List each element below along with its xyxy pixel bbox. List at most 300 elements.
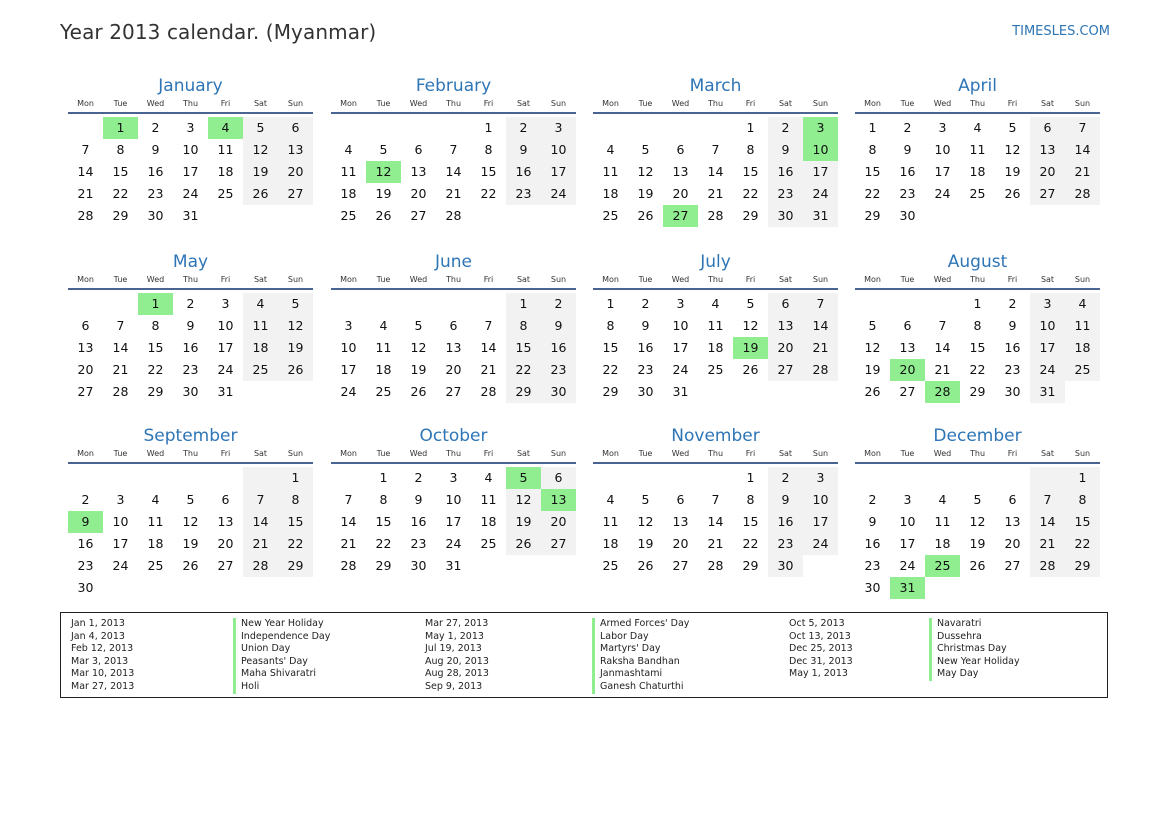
day-cell: 21 (480, 362, 497, 377)
day-cell: 18 (934, 536, 951, 551)
day-cell: 20 (1004, 536, 1021, 551)
day-cell: 12 (969, 514, 986, 529)
day-cell: 5 (243, 117, 278, 139)
weekday-header (593, 273, 838, 290)
day-cell: 3 (449, 470, 458, 485)
day-cell: 23 (637, 362, 654, 377)
day-cell: 27 (217, 558, 234, 573)
day-cell: 19 (410, 362, 427, 377)
day-cell: 24 (541, 183, 576, 205)
weekday-label: Sat (516, 275, 531, 284)
day-cell: 6 (1030, 117, 1065, 139)
day-cell: 7 (938, 318, 947, 333)
day-cell: 25 (707, 362, 724, 377)
holiday-day-cell: 4 (208, 117, 243, 139)
day-cell: 27 (1004, 558, 1021, 573)
day-cell: 18 (707, 340, 724, 355)
weekday-label: Fri (745, 449, 756, 458)
weekday-label: Sat (1040, 449, 1055, 458)
day-cell: 13 (899, 340, 916, 355)
day-cell: 16 (768, 161, 803, 183)
day-cell: 7 (243, 489, 278, 511)
legend-date: Feb 12, 2013 (71, 643, 134, 655)
weekday-header (331, 273, 576, 290)
weekday-label: Fri (483, 449, 494, 458)
legend-date: Jan 4, 2013 (71, 630, 125, 642)
day-cell: 18 (969, 164, 986, 179)
weekday-label: Sat (778, 99, 793, 108)
day-cell: 31 (182, 208, 199, 223)
day-cell: 10 (541, 139, 576, 161)
day-cell: 12 (1004, 142, 1021, 157)
month-name: July (700, 252, 731, 272)
day-cell: 26 (243, 183, 278, 205)
day-cell: 24 (934, 186, 951, 201)
weekday-label: Sun (1074, 275, 1091, 284)
weekday-label: Sat (1040, 275, 1055, 284)
day-cell: 3 (186, 120, 195, 135)
day-cell: 7 (116, 318, 125, 333)
empty-day-cell (436, 293, 471, 315)
weekday-label: Tue (638, 449, 653, 458)
empty-day-cell (925, 293, 960, 315)
day-cell: 26 (1004, 186, 1021, 201)
weekday-label: Wed (409, 275, 428, 284)
day-cell: 6 (676, 492, 685, 507)
weekday-label: Thu (707, 99, 724, 108)
weekday-label: Sat (253, 99, 268, 108)
day-cell: 28 (77, 208, 94, 223)
day-cell: 12 (742, 318, 759, 333)
weekday-label: Mon (864, 99, 881, 108)
day-cell: 6 (278, 117, 313, 139)
legend-holiday-name: Independence Day (233, 631, 425, 644)
month-name: April (958, 76, 997, 96)
holiday-day-cell: 3 (803, 117, 838, 139)
day-cell: 13 (1004, 514, 1021, 529)
day-cell: 19 (182, 536, 199, 551)
holiday-day-cell: 12 (366, 161, 401, 183)
day-grid (855, 293, 1100, 403)
day-cell: 2 (641, 296, 650, 311)
day-cell: 22 (742, 186, 759, 201)
day-cell: 25 (1065, 359, 1100, 381)
legend-holiday-name: Navaratri (929, 618, 1079, 631)
empty-day-cell (663, 117, 698, 139)
weekday-label: Mon (340, 275, 357, 284)
day-cell: 3 (1030, 293, 1065, 315)
empty-day-cell (925, 467, 960, 489)
weekday-label: Fri (1007, 275, 1018, 284)
month-name: February (415, 76, 492, 96)
weekday-label: Wed (933, 449, 952, 458)
day-cell: 1 (484, 120, 493, 135)
day-cell: 24 (672, 362, 689, 377)
day-cell: 14 (1065, 139, 1100, 161)
day-cell: 8 (868, 142, 877, 157)
empty-day-cell (995, 467, 1030, 489)
legend-dates (789, 618, 929, 697)
day-cell: 11 (147, 514, 164, 529)
day-cell: 10 (340, 340, 357, 355)
day-cell: 18 (602, 186, 619, 201)
empty-day-cell (103, 467, 138, 489)
day-cell: 17 (934, 164, 951, 179)
day-cell: 4 (938, 492, 947, 507)
day-cell: 26 (637, 558, 654, 573)
day-cell: 30 (147, 208, 164, 223)
day-cell: 8 (746, 492, 755, 507)
empty-day-cell (1030, 467, 1065, 489)
day-grid (68, 293, 313, 403)
holiday-day-cell: 25 (925, 555, 960, 577)
day-cell: 16 (410, 514, 427, 529)
legend-date: Oct 13, 2013 (789, 630, 851, 642)
day-cell: 10 (1030, 315, 1065, 337)
day-cell: 21 (445, 186, 462, 201)
empty-day-cell (366, 117, 401, 139)
day-cell: 16 (147, 164, 164, 179)
weekday-label: Wed (146, 99, 165, 108)
day-cell: 2 (186, 296, 195, 311)
day-cell: 7 (1030, 489, 1065, 511)
day-cell: 16 (1004, 340, 1021, 355)
day-cell: 1 (278, 467, 313, 489)
day-cell: 31 (1030, 381, 1065, 403)
day-cell: 9 (768, 139, 803, 161)
legend-holiday-name: Ganesh Chaturthi (592, 681, 789, 694)
day-cell: 28 (340, 558, 357, 573)
legend-date: Oct 5, 2013 (789, 618, 845, 629)
day-cell: 5 (414, 318, 423, 333)
day-cell: 26 (278, 359, 313, 381)
legend-holiday-name: New Year Holiday (929, 656, 1079, 669)
day-cell: 27 (445, 384, 462, 399)
day-cell: 2 (414, 470, 423, 485)
day-cell: 11 (602, 514, 619, 529)
day-cell: 3 (903, 492, 912, 507)
day-grid (593, 293, 838, 403)
day-cell: 17 (182, 164, 199, 179)
empty-day-cell (960, 467, 995, 489)
day-cell: 29 (506, 381, 541, 403)
weekday-label: Tue (900, 275, 915, 284)
day-cell: 23 (506, 183, 541, 205)
day-cell: 5 (186, 492, 195, 507)
legend-date: Sep 9, 2013 (425, 680, 483, 692)
day-cell: 12 (506, 489, 541, 511)
weekday-label: Mon (340, 449, 357, 458)
day-cell: 12 (410, 340, 427, 355)
weekday-header (855, 273, 1100, 290)
day-cell: 11 (480, 492, 497, 507)
weekday-label: Sun (550, 449, 567, 458)
day-cell: 5 (641, 142, 650, 157)
day-cell: 23 (768, 533, 803, 555)
day-cell: 20 (445, 362, 462, 377)
day-cell: 9 (868, 514, 877, 529)
day-cell: 8 (746, 142, 755, 157)
day-cell: 17 (340, 362, 357, 377)
day-cell: 16 (864, 536, 881, 551)
legend-date: Mar 27, 2013 (425, 618, 489, 629)
weekday-label: Mon (864, 275, 881, 284)
day-cell: 9 (506, 139, 541, 161)
day-cell: 28 (707, 208, 724, 223)
day-cell: 20 (672, 536, 689, 551)
day-cell: 1 (973, 296, 982, 311)
day-cell: 30 (864, 580, 881, 595)
empty-day-cell (855, 293, 890, 315)
day-cell: 27 (541, 533, 576, 555)
day-cell: 14 (803, 315, 838, 337)
day-cell: 21 (77, 186, 94, 201)
day-cell: 9 (151, 142, 160, 157)
day-cell: 15 (278, 511, 313, 533)
day-cell: 3 (221, 296, 230, 311)
day-cell: 21 (1030, 533, 1065, 555)
day-grid (68, 117, 313, 227)
legend-holiday-name: Janmashtami (592, 668, 789, 681)
day-cell: 11 (375, 340, 392, 355)
day-cell: 31 (445, 558, 462, 573)
day-cell: 4 (711, 296, 720, 311)
day-cell: 25 (602, 208, 619, 223)
weekday-label: Mon (602, 99, 619, 108)
day-grid (331, 117, 576, 227)
month-october (331, 425, 576, 577)
day-cell: 3 (116, 492, 125, 507)
day-cell: 26 (637, 208, 654, 223)
day-cell: 25 (340, 208, 357, 223)
day-cell: 27 (672, 558, 689, 573)
month-june (331, 251, 576, 403)
day-cell: 2 (768, 117, 803, 139)
day-cell: 5 (973, 492, 982, 507)
weekday-label: Sat (778, 449, 793, 458)
day-cell: 5 (641, 492, 650, 507)
empty-day-cell (173, 467, 208, 489)
day-cell: 10 (672, 318, 689, 333)
day-cell: 23 (899, 186, 916, 201)
day-cell: 20 (217, 536, 234, 551)
month-september (68, 425, 313, 599)
site-link[interactable]: TIMESLES.COM (1012, 24, 1110, 39)
day-cell: 26 (410, 384, 427, 399)
day-cell: 22 (375, 536, 392, 551)
weekday-label: Thu (707, 275, 724, 284)
weekday-label: Fri (483, 275, 494, 284)
legend-holiday-name: Maha Shivaratri (233, 668, 425, 681)
day-cell: 18 (243, 337, 278, 359)
empty-day-cell (103, 293, 138, 315)
weekday-label: Wed (671, 99, 690, 108)
day-cell: 2 (541, 293, 576, 315)
weekday-label: Mon (77, 449, 94, 458)
day-cell: 2 (151, 120, 160, 135)
day-cell: 10 (803, 489, 838, 511)
day-cell: 10 (182, 142, 199, 157)
holiday-day-cell: 19 (733, 337, 768, 359)
empty-day-cell (68, 467, 103, 489)
day-grid (331, 293, 576, 403)
day-cell: 18 (602, 536, 619, 551)
day-cell: 6 (676, 142, 685, 157)
day-cell: 6 (414, 142, 423, 157)
day-cell: 2 (506, 117, 541, 139)
weekday-header (68, 447, 313, 464)
day-cell: 29 (147, 384, 164, 399)
day-cell: 24 (112, 558, 129, 573)
holiday-day-cell: 5 (506, 467, 541, 489)
weekday-label: Thu (969, 449, 986, 458)
day-cell: 29 (864, 208, 881, 223)
day-cell: 17 (899, 536, 916, 551)
legend-date: May 1, 2013 (789, 668, 848, 680)
day-cell: 18 (480, 514, 497, 529)
day-cell: 24 (340, 384, 357, 399)
holiday-day-cell: 31 (890, 577, 925, 599)
day-cell: 18 (1065, 337, 1100, 359)
legend-holiday-name: Martyrs' Day (592, 643, 789, 656)
empty-day-cell (401, 117, 436, 139)
day-cell: 14 (340, 514, 357, 529)
day-cell: 10 (899, 514, 916, 529)
day-cell: 20 (278, 161, 313, 183)
weekday-label: Wed (933, 275, 952, 284)
empty-day-cell (243, 467, 278, 489)
day-cell: 6 (81, 318, 90, 333)
weekday-header (68, 97, 313, 114)
day-cell: 13 (410, 164, 427, 179)
day-cell: 8 (506, 315, 541, 337)
day-cell: 3 (803, 467, 838, 489)
weekday-label: Mon (77, 99, 94, 108)
day-cell: 13 (77, 340, 94, 355)
legend-date: Jul 19, 2013 (425, 643, 482, 655)
day-cell: 19 (637, 186, 654, 201)
month-august (855, 251, 1100, 403)
weekday-label: Wed (933, 99, 952, 108)
month-december (855, 425, 1100, 599)
weekday-header (68, 273, 313, 290)
day-cell: 16 (182, 340, 199, 355)
day-cell: 24 (445, 536, 462, 551)
month-january (68, 75, 313, 227)
weekday-label: Wed (671, 275, 690, 284)
day-cell: 12 (182, 514, 199, 529)
empty-day-cell (593, 467, 628, 489)
day-cell: 12 (637, 514, 654, 529)
day-cell: 14 (112, 340, 129, 355)
day-cell: 6 (768, 293, 803, 315)
day-cell: 7 (449, 142, 458, 157)
weekday-label: Fri (220, 99, 231, 108)
weekday-label: Thu (182, 449, 199, 458)
weekday-label: Sun (550, 99, 567, 108)
legend-holiday-name: New Year Holiday (233, 618, 425, 631)
weekday-label: Fri (745, 99, 756, 108)
day-cell: 7 (711, 492, 720, 507)
day-cell: 4 (606, 492, 615, 507)
day-cell: 5 (746, 296, 755, 311)
day-cell: 19 (506, 511, 541, 533)
weekday-label: Thu (445, 449, 462, 458)
day-cell: 4 (243, 293, 278, 315)
day-cell: 26 (506, 533, 541, 555)
empty-day-cell (628, 117, 663, 139)
day-cell: 6 (541, 467, 576, 489)
empty-day-cell (138, 467, 173, 489)
day-cell: 14 (707, 514, 724, 529)
weekday-header (593, 447, 838, 464)
day-cell: 22 (1065, 533, 1100, 555)
empty-day-cell (331, 117, 366, 139)
day-cell: 11 (243, 315, 278, 337)
day-cell: 19 (375, 186, 392, 201)
day-cell: 27 (410, 208, 427, 223)
day-cell: 9 (541, 315, 576, 337)
day-cell: 11 (217, 142, 234, 157)
legend-date: Aug 20, 2013 (425, 655, 489, 667)
day-grid (593, 117, 838, 227)
month-name: March (689, 76, 742, 96)
legend-holiday-name: Peasants' Day (233, 656, 425, 669)
day-grid (593, 467, 838, 577)
day-cell: 14 (77, 164, 94, 179)
day-cell: 24 (217, 362, 234, 377)
day-cell: 15 (112, 164, 129, 179)
day-cell: 7 (484, 318, 493, 333)
day-cell: 15 (742, 164, 759, 179)
day-cell: 14 (243, 511, 278, 533)
weekday-label: Tue (376, 99, 391, 108)
day-cell: 13 (278, 139, 313, 161)
day-cell: 17 (112, 536, 129, 551)
weekday-label: Wed (671, 449, 690, 458)
day-cell: 14 (707, 164, 724, 179)
day-cell: 25 (147, 558, 164, 573)
legend-date: Mar 3, 2013 (71, 655, 129, 667)
day-cell: 24 (803, 183, 838, 205)
day-cell: 31 (803, 205, 838, 227)
day-cell: 23 (147, 186, 164, 201)
day-cell: 11 (602, 164, 619, 179)
month-name: January (158, 76, 223, 96)
legend-group (425, 618, 789, 697)
holiday-legend (60, 612, 1108, 698)
day-cell: 15 (969, 340, 986, 355)
holiday-day-cell: 28 (925, 381, 960, 403)
weekday-label: Sat (1040, 99, 1055, 108)
day-cell: 3 (541, 117, 576, 139)
month-name: November (671, 426, 760, 446)
day-cell: 4 (344, 142, 353, 157)
legend-group (71, 618, 425, 697)
day-cell: 27 (77, 384, 94, 399)
day-cell: 24 (899, 558, 916, 573)
weekday-label: Tue (376, 449, 391, 458)
legend-names (233, 618, 425, 697)
day-cell: 5 (379, 142, 388, 157)
day-cell: 29 (112, 208, 129, 223)
day-cell: 28 (1065, 183, 1100, 205)
day-cell: 23 (864, 558, 881, 573)
holiday-day-cell: 27 (663, 205, 698, 227)
day-cell: 26 (969, 558, 986, 573)
day-cell: 10 (445, 492, 462, 507)
weekday-label: Wed (409, 449, 428, 458)
